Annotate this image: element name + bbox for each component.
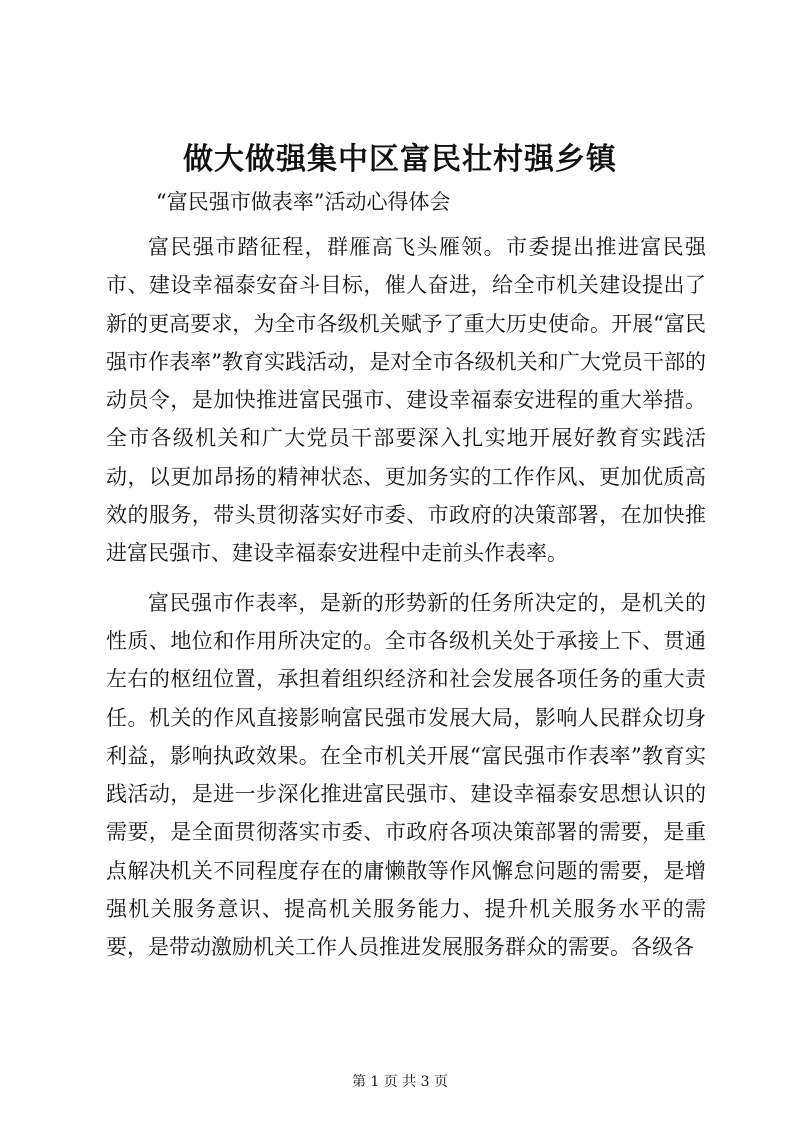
- document-title: 做大做强集中区富民壮村强乡镇: [183, 142, 617, 177]
- document-body: [106, 228, 706, 978]
- paragraph: 富民强市作表率，是新的形势新的任务所决定的，是机关的性质、地位和作用所决定的。全市各级机关处于承接上下、贯通左右的枢纽位置，承担着组织经济和社会发展各项任务的重大责任。机关的作风直接影响富民强市发展大局，影响人民群众切身利益，影响执政效果。在全市机关开展“富民强市作表率”教育实践活动，是进一步深化推进富民强市、建设幸福泰安思想认识的需要，是全面贯彻落实市委、市政府各项决策部署的需要，是重点解决机关不同程度存在的庸懒散等作风懈怠问题的需要，是增强机关服务意识、提高机关服务能力、提升机关服务水平的需要，是带动激励机关工作人员推进发展服务群众的需要。各级各: [106, 590, 706, 960]
- document-subtitle: “富民强市做表率”活动心得体会: [156, 190, 451, 214]
- page-number-footer: 第 1 页 共 3 页: [351, 1074, 449, 1090]
- paragraph: 富民强市踏征程，群雁高飞头雁领。市委提出推进富民强市、建设幸福泰安奋斗目标，催人奋进，给全市机关建设提出了新的更高要求，为全市各级机关赋予了重大历史使命。开展“富民强市作表率”教育实践活动，是对全市各级机关和广大党员干部的动员令，是加快推进富民强市、建设幸福泰安进程的重大举措。全市各级机关和广大党员干部要深入扎实地开展好教育实践活动，以更加昂扬的精神状态、更加务实的工作作风、更加优质高效的服务，带头贯彻落实好市委、市政府的决策部署，在加快推进富民强市、建设幸福泰安进程中走前头作表率。: [106, 235, 706, 566]
